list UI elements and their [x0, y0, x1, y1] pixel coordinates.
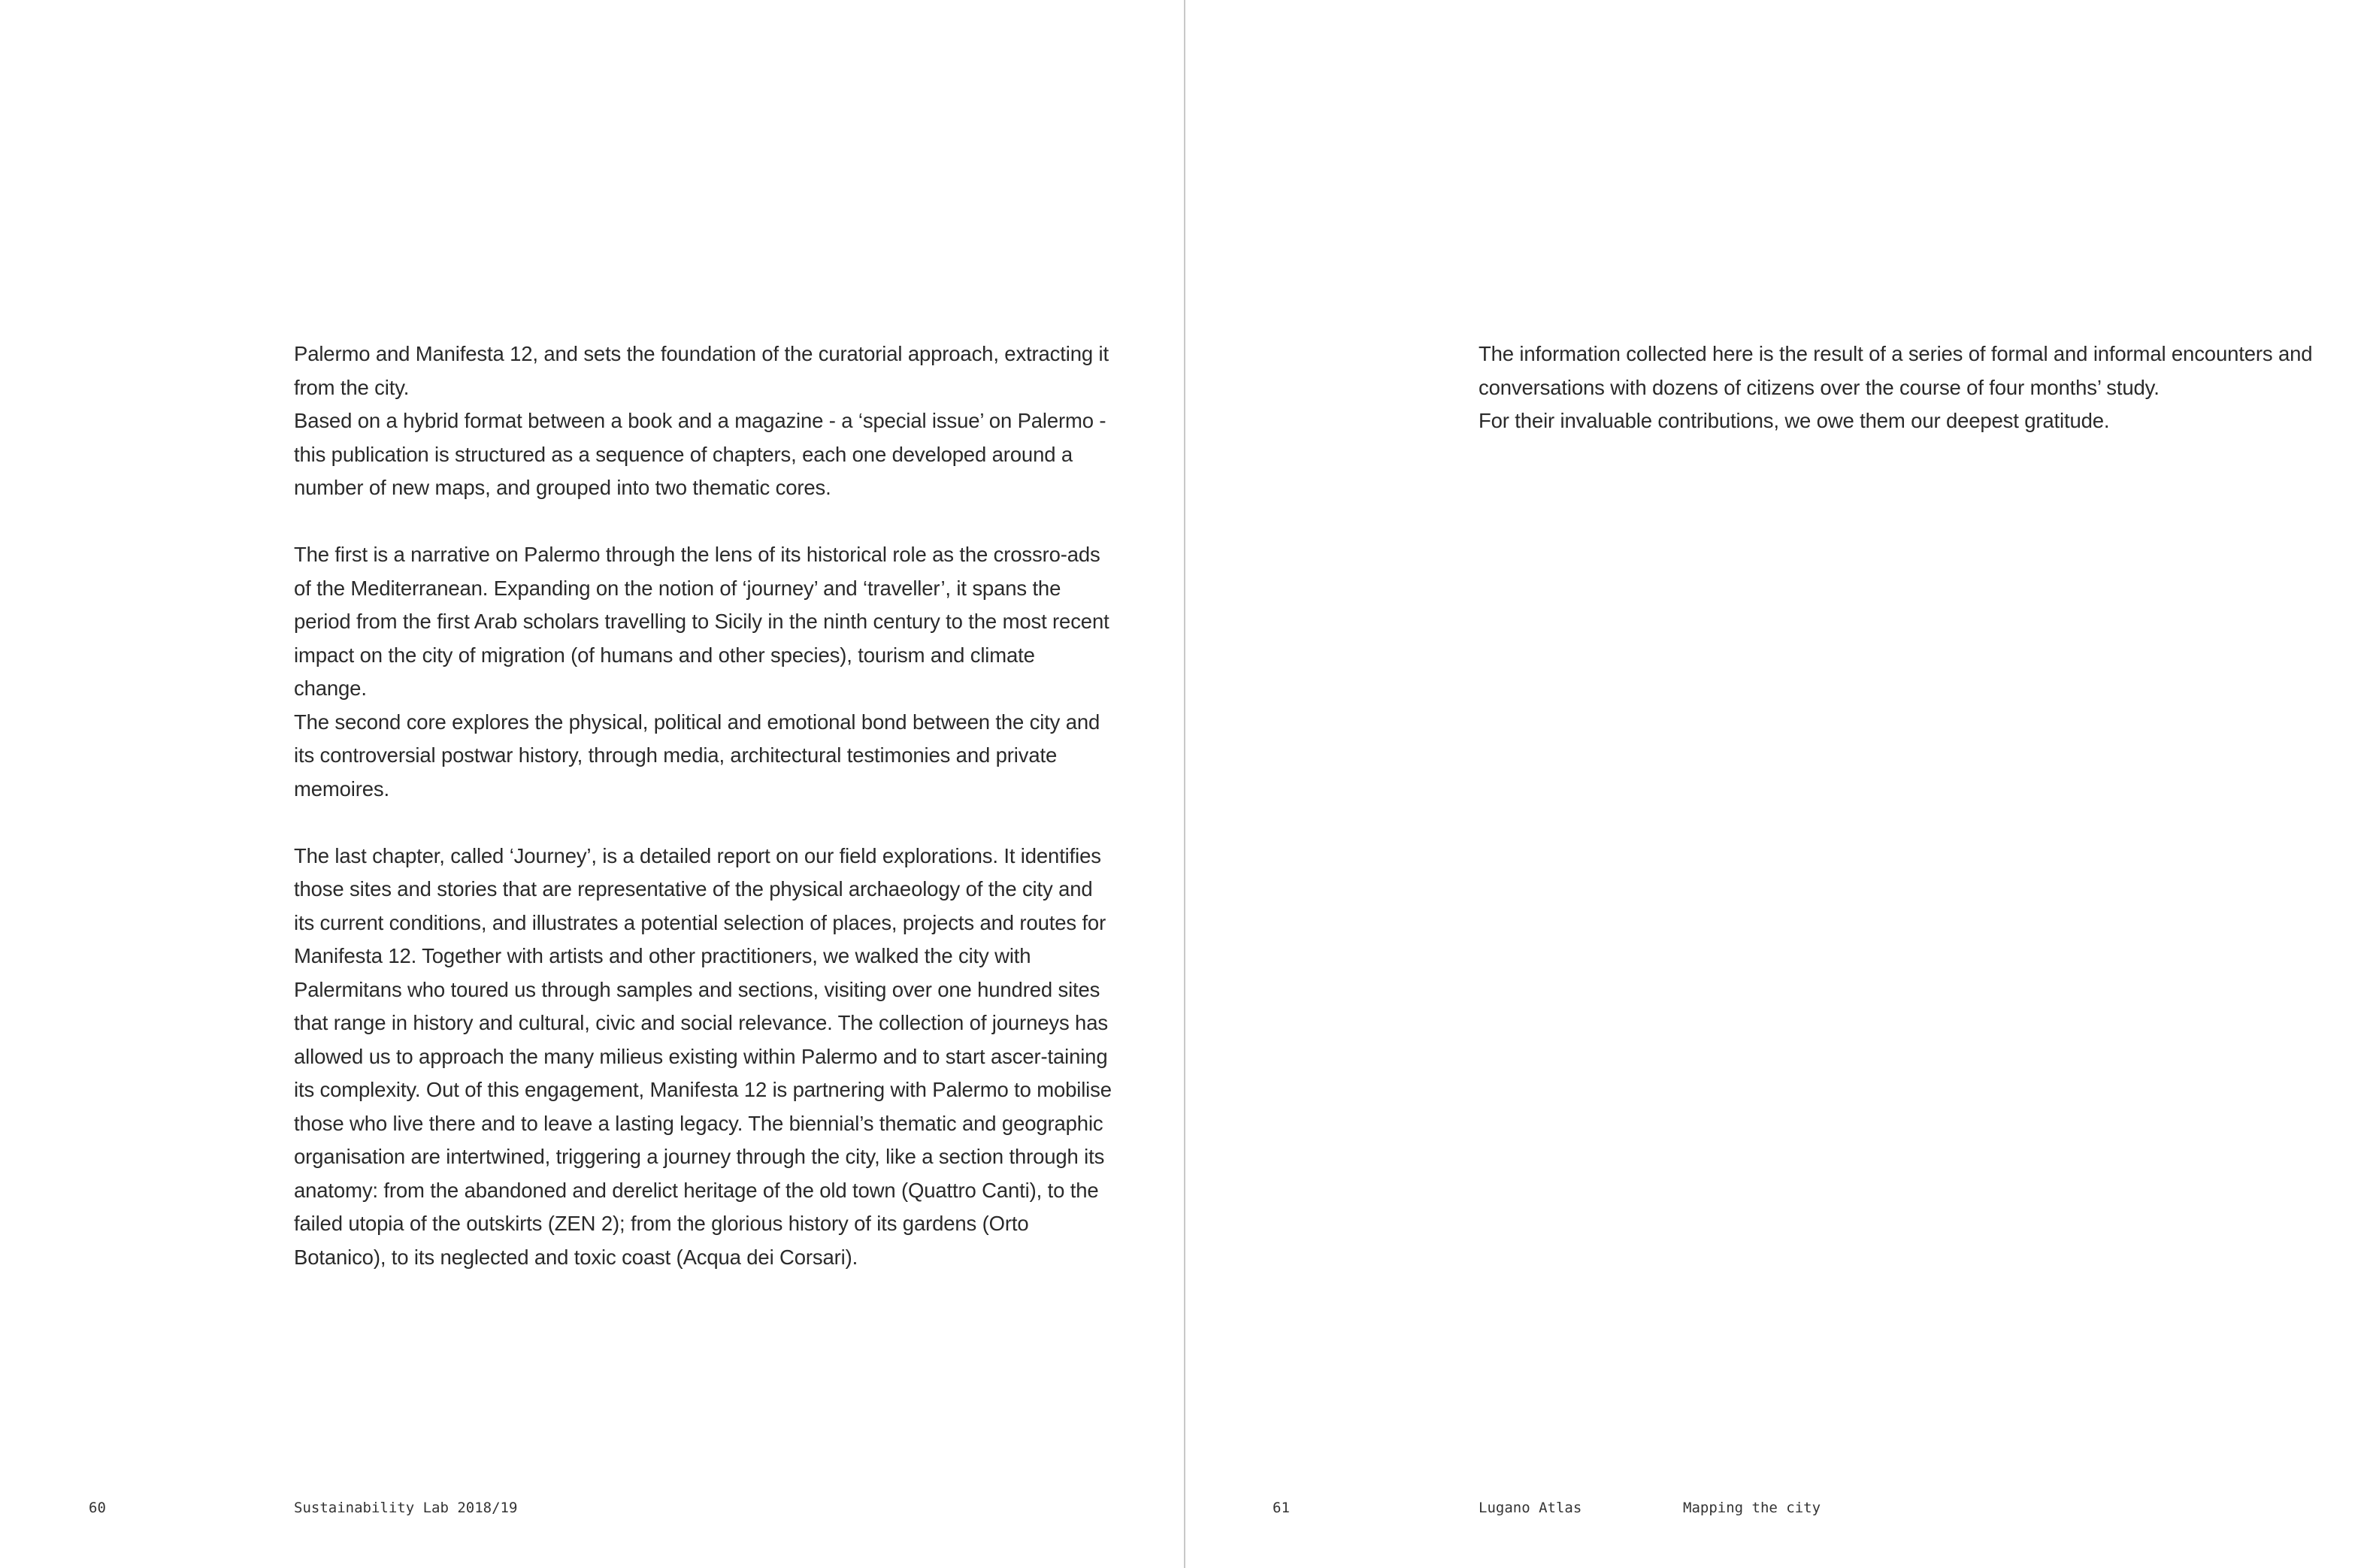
page-number-right: 61 [1273, 1500, 1290, 1516]
running-footer-section: Mapping the city [1683, 1500, 1821, 1516]
right-body-text [1479, 338, 2335, 438]
paragraph: The information collected here is the result of a series of formal and informal encounters and conversations with dozens of citizens over the course of four months’ study. [1479, 342, 2313, 399]
running-footer-title: Lugano Atlas [1479, 1500, 1582, 1516]
paragraph: Palermo and Manifesta 12, and sets the foundation of the curatorial approach, extracting it from the city. [294, 342, 1109, 399]
page-number-left: 60 [89, 1500, 106, 1516]
paragraph: The first is a narrative on Palermo through the lens of its historical role as the crossro-ads of the Mediterranean. Expanding on the notion of ‘journey’ and ‘traveller’, it spans the period from the first Arab scholars travelling to Sicily in the ninth century to the most recent impact on the city of migration (of humans and other species), tourism and climate change. [294, 543, 1109, 700]
paragraph: The second core explores the physical, political and emotional bond between the city and its controversial postwar history, through media, architectural testimonies and private memoires. [294, 710, 1100, 801]
paragraph: Based on a hybrid format between a book and a magazine - a ‘special issue’ on Palermo - this publication is structured as a sequence of chapters, each one developed around a number of new maps, and grouped into two thematic cores. [294, 409, 1106, 499]
running-footer-title: Sustainability Lab 2018/19 [294, 1500, 518, 1516]
right-page [1185, 0, 2367, 1568]
paragraph: For their invaluable contributions, we owe them our deepest gratitude. [1479, 409, 2110, 432]
left-body-text [294, 338, 1113, 1274]
paragraph: The last chapter, called ‘Journey’, is a detailed report on our field explorations. It identifies those sites and stories that are representative of the physical archaeology of the city and its current conditions, and illustrates a potential selection of places, projects and routes for Manifesta 12. Together with artists and other practitioners, we walked the city with Palermitans who toured us through samples and sections, visiting over one hundred sites that range in history and cultural, civic and social relevance. The collection of journeys has allowed us to approach the many milieus existing within Palermo and to start ascer-taining its complexity. Out of this engagement, Manifesta 12 is partnering with Palermo to mobilise those who live there and to leave a lasting legacy. The biennial’s thematic and geographic organisation are intertwined, triggering a journey through the city, like a section through its anatomy: from the abandoned and derelict heritage of the old town (Quattro Canti), to the failed utopia of the outskirts (ZEN 2); from the glorious history of its gardens (Orto Botanico), to its neglected and toxic coast (Acqua dei Corsari). [294, 843, 1112, 1269]
